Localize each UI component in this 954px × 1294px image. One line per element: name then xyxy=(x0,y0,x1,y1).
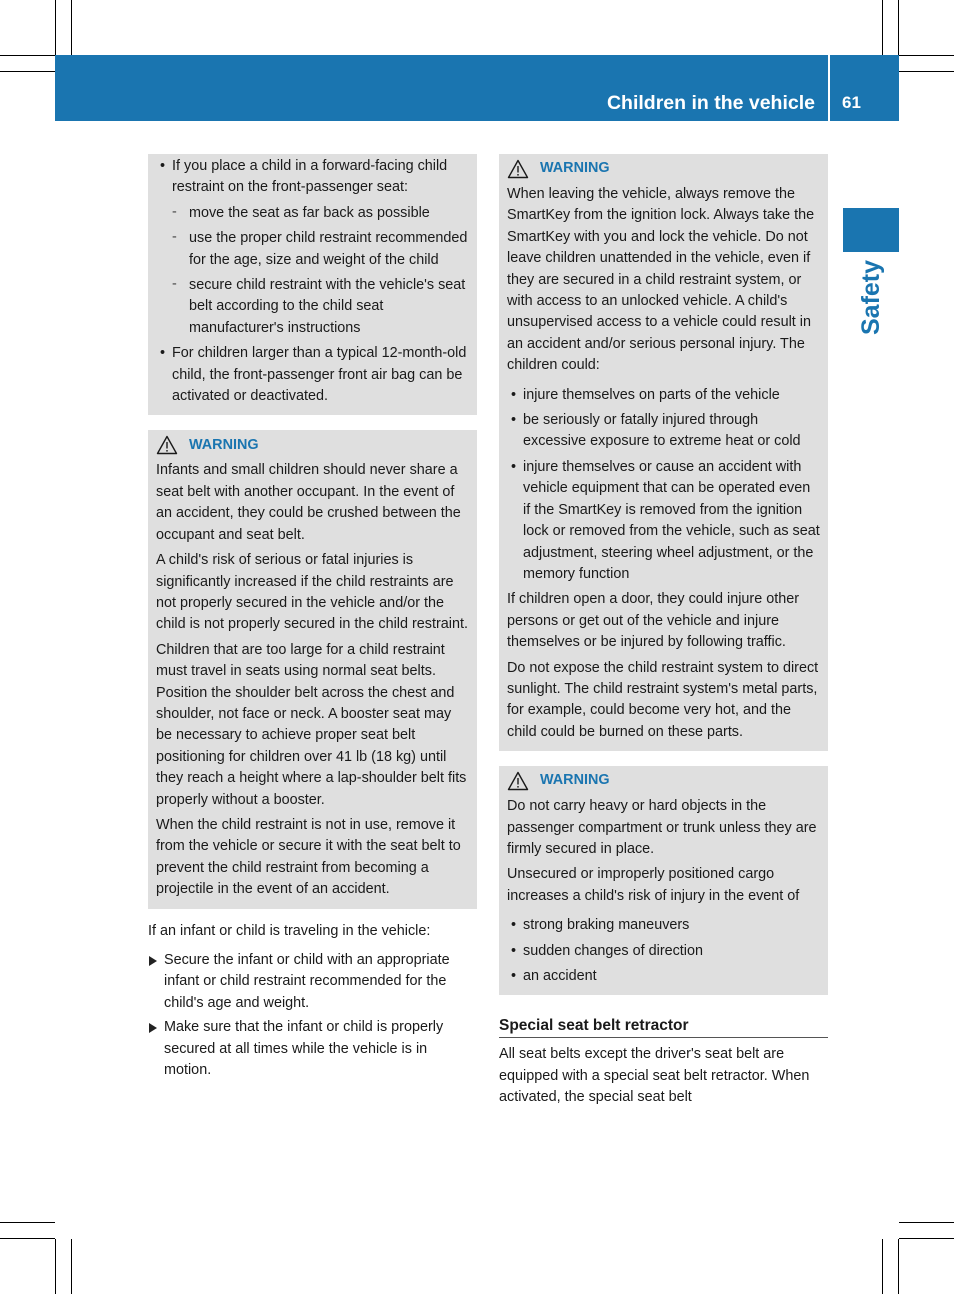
warning-heading xyxy=(507,770,820,792)
crop-mark xyxy=(0,55,55,56)
header-divider xyxy=(828,55,830,121)
crop-mark xyxy=(71,1239,72,1294)
warning-paragraph: Do not expose the child restraint system to direct sunlight. The child restraint system's metal parts, for example, could become very hot, and the child could be burned on these parts. xyxy=(507,659,819,740)
list-item: - move the seat as far back as possible xyxy=(172,203,469,224)
section-text: All seat belts except the driver's seat belt are equipped with a special seat belt retractor. When activated, the special seat belt xyxy=(499,1046,810,1106)
warning-paragraph: A child's risk of serious or fatal injuries is significantly increased if the child restraints are not properly secured in the vehicle and/or the child is not properly secured in the child restraint. xyxy=(156,552,468,633)
list-item-text: If you place a child in a forward-facing child restraint on the front-passenger seat: xyxy=(172,158,448,196)
crop-mark xyxy=(55,1239,56,1294)
warning-paragraph: If children open a door, they could injure other persons or get out of the vehicle and injure themselves or be injured by following traffic. xyxy=(507,591,800,651)
section-tab-label: Safety xyxy=(857,259,885,335)
list-item: • strong braking maneuvers xyxy=(507,915,820,936)
left-column xyxy=(148,154,477,1084)
list-item: - secure child restraint with the vehicle's seat belt according to the child seat manufacturer's instructions xyxy=(172,275,469,339)
crop-mark xyxy=(882,0,883,55)
warning-paragraph: Do not carry heavy or hard objects in the passenger compartment or trunk unless they are firmly secured in place. xyxy=(507,798,817,857)
warning-box xyxy=(148,430,477,908)
warning-triangle-icon xyxy=(507,159,529,179)
warning-box xyxy=(499,154,828,751)
warning-box xyxy=(499,766,828,995)
sub-list xyxy=(172,203,469,339)
page-number: 61 xyxy=(842,93,861,112)
warning-paragraph: When the child restraint is not in use, remove it from the vehicle or secure it with the seat belt to prevent the child restraint from becoming a projectile in the event of an accident. xyxy=(156,816,461,898)
note-list xyxy=(156,156,469,407)
list-item: • For children larger than a typical 12-month-old child, the front-passenger front air bag can be activated or deactivated. xyxy=(156,343,469,407)
step-item: Make sure that the infant or child is properly secured at all times while the vehicle is in motion. xyxy=(148,1017,477,1081)
right-column xyxy=(499,154,828,1109)
step-item: Secure the infant or child with an appropriate infant or child restraint recommended for the child's age and weight. xyxy=(148,950,477,1014)
crop-mark xyxy=(55,0,56,55)
crop-mark xyxy=(899,1222,954,1223)
warning-paragraph: When leaving the vehicle, always remove the SmartKey from the ignition lock. Always take the SmartKey with you and lock the vehicle. Do not leave children unattended in the vehicle, even if they are secured in a child restraint system, or with access to an unlocked vehicle. A child's unsupervised access to a vehicle could result in an accident and/or serious personal injury. The children could: xyxy=(507,186,815,374)
intro-text: If an infant or child is traveling in the vehicle: xyxy=(148,922,431,939)
list-item: • be seriously or fatally injured through excessive exposure to extreme heat or cold xyxy=(507,410,820,453)
crop-mark xyxy=(71,0,72,55)
crop-mark xyxy=(898,1239,899,1294)
warning-list xyxy=(507,385,820,586)
section-tab xyxy=(843,208,899,252)
list-item: • an accident xyxy=(507,966,820,987)
list-item: - use the proper child restraint recommended for the age, size and weight of the child xyxy=(172,228,469,271)
note-box xyxy=(148,154,477,415)
crop-mark xyxy=(882,1239,883,1294)
list-item: • sudden changes of direction xyxy=(507,941,820,962)
crop-mark xyxy=(899,71,954,72)
page-header xyxy=(55,55,899,121)
warning-heading xyxy=(156,434,469,456)
warning-triangle-icon xyxy=(156,435,178,455)
warning-heading xyxy=(507,158,820,180)
crop-mark xyxy=(898,0,899,55)
list-item xyxy=(156,156,469,339)
list-item: • injure themselves or cause an accident with vehicle equipment that can be operated even if the SmartKey is removed from the ignition lock or removed from the vehicle, such as seat adjustment, steering wheel adjustment, or the memory function xyxy=(507,457,820,585)
crop-mark xyxy=(899,1238,954,1239)
warning-triangle-icon xyxy=(507,771,529,791)
section-heading: Special seat belt retractor xyxy=(499,1015,828,1038)
warning-list xyxy=(507,915,820,987)
list-item: • injure themselves on parts of the vehicle xyxy=(507,385,820,406)
crop-mark xyxy=(899,55,954,56)
warning-title: WARNING xyxy=(189,436,259,453)
page-title: Children in the vehicle xyxy=(606,92,815,114)
step-list xyxy=(148,950,477,1081)
warning-paragraph: Unsecured or improperly positioned cargo increases a child's risk of injury in the event of xyxy=(507,866,800,904)
warning-title: WARNING xyxy=(540,160,610,177)
warning-title: WARNING xyxy=(540,772,610,789)
crop-mark xyxy=(0,1222,55,1223)
warning-paragraph: Infants and small children should never share a seat belt with another occupant. In the event of an accident, they could be crushed between the occupant and seat belt. xyxy=(156,462,461,543)
warning-paragraph: Children that are too large for a child restraint must travel in seats using normal seat belts. Position the shoulder belt across the chest and shoulder, not face or neck. A booster seat may be necessary to achieve proper seat belt positioning for children over 41 lb (18 kg) until they reach a height where a lap-shoulder belt fits properly without a booster. xyxy=(156,641,467,808)
crop-mark xyxy=(0,71,55,72)
crop-mark xyxy=(0,1238,55,1239)
